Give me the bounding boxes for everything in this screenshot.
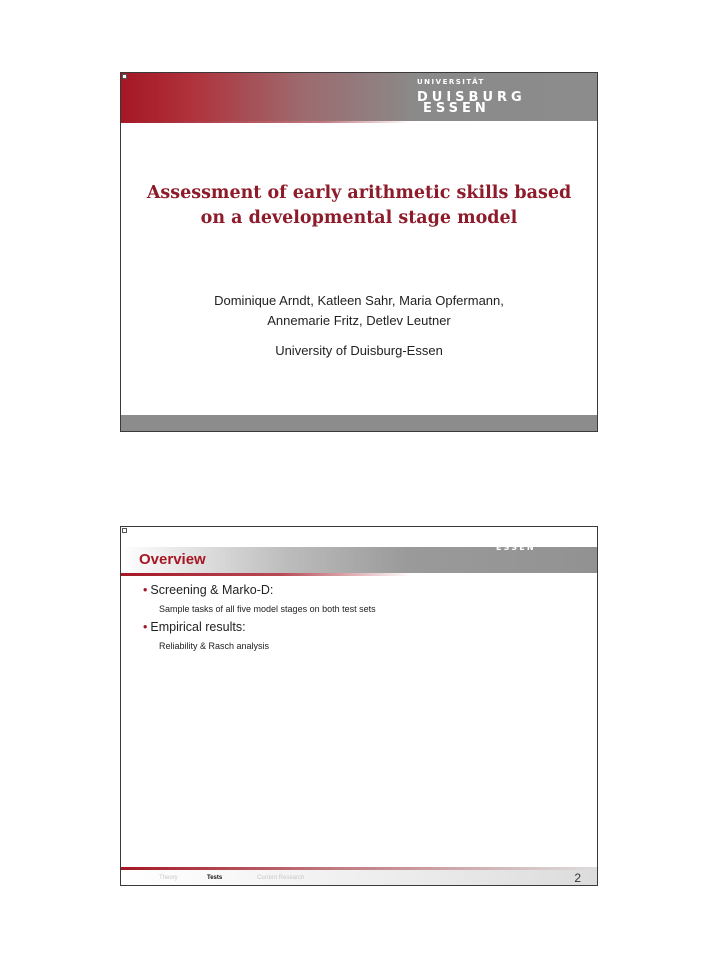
logo-duisburg-text: DUISBURG — [492, 536, 557, 545]
logo-essen-text: ESSEN — [423, 101, 490, 116]
bullet-sub-text: Reliability & Rasch analysis — [159, 641, 270, 651]
authors-line-2: Annemarie Fritz, Detlev Leutner — [267, 313, 451, 328]
presentation-title — [121, 181, 597, 231]
title-line-1: Assessment of early arithmetic skills based — [146, 183, 572, 203]
logo-university-text: UNIVERSITÄT — [417, 78, 485, 86]
slide-footer-band — [121, 415, 597, 431]
logo-essen-text: ESSEN — [496, 543, 536, 552]
nav-tests[interactable]: Tests — [207, 875, 223, 881]
overview-slide — [120, 526, 598, 886]
bullet-sub-text: Sample tasks of all five model stages on both test sets — [159, 604, 376, 614]
slide-corner-marker — [122, 74, 127, 79]
nav-theory[interactable]: Theory — [159, 875, 178, 881]
university-logo — [417, 78, 526, 114]
logo-university-text: UNIVERSITÄT — [492, 528, 531, 533]
header-accent-line — [121, 573, 411, 576]
author-list — [121, 291, 597, 331]
list-item — [143, 619, 376, 653]
page-number: 2 — [574, 871, 581, 885]
affiliation: University of Duisburg-Essen — [275, 343, 443, 358]
logo-duisburg-text: DUISBURG — [417, 90, 526, 105]
slide-footer — [121, 870, 597, 886]
title-slide — [120, 72, 598, 432]
slide-corner-marker — [122, 528, 127, 533]
bullet-main-text: • Screening & Marko-D: — [143, 582, 376, 598]
slide-heading: Overview — [139, 551, 206, 568]
header-accent-line — [121, 121, 411, 123]
bullet-main-text: • Empirical results: — [143, 619, 376, 635]
title-line-2: on a developmental stage model — [200, 208, 518, 228]
nav-current-research[interactable]: Current Research — [257, 875, 305, 881]
university-logo — [492, 528, 557, 551]
list-item — [143, 582, 376, 616]
bullet-list — [143, 582, 376, 656]
authors-line-1: Dominique Arndt, Katleen Sahr, Maria Opfermann, — [214, 293, 504, 308]
